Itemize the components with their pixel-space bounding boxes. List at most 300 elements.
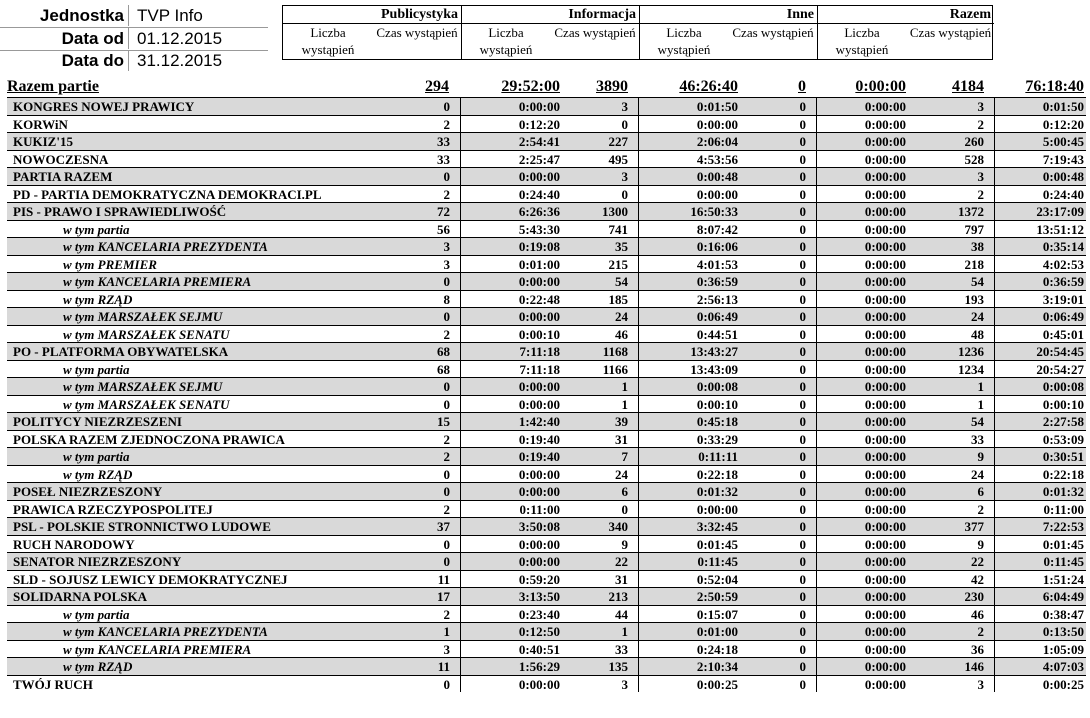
cell-publicystyka-time: 0:00:00 (518, 99, 560, 114)
cell-informacja-time: 4:01:53 (696, 256, 738, 272)
cell-informacja-time: 0:52:04 (696, 571, 738, 587)
row-name: w tym MARSZAŁEK SENATU (63, 326, 230, 342)
divider (638, 518, 639, 535)
divider (638, 431, 639, 448)
divider (460, 273, 461, 290)
cell-publicystyka-time: 0:19:08 (518, 239, 560, 254)
divider (994, 623, 995, 640)
divider (816, 466, 817, 483)
divider (816, 536, 817, 553)
sub-header-count: Liczba wystąpień (479, 25, 533, 57)
divider (816, 151, 817, 168)
divider (638, 238, 639, 255)
sub-row (7, 307, 1086, 325)
totals-inne-time: 0:00:00 (855, 78, 906, 95)
cell-inne-count: 0 (799, 169, 806, 184)
cell-publicystyka-count: 2 (443, 449, 450, 464)
cell-razem-count: 33 (971, 431, 984, 447)
cell-informacja-time: 13:43:09 (690, 361, 738, 377)
group-inne: Inne (639, 6, 817, 24)
cell-publicystyka-time: 0:00:00 (518, 169, 560, 184)
cell-informacja-time: 16:50:33 (690, 204, 738, 219)
divider (994, 343, 995, 360)
sub-row (7, 272, 1086, 290)
divider (994, 291, 995, 308)
row-name: SENATOR NIEZRZESZONY (13, 554, 182, 569)
cell-inne-time: 0:00:00 (864, 414, 906, 429)
divider (638, 98, 639, 115)
cell-informacja-count: 46 (615, 326, 628, 342)
cell-publicystyka-time: 0:19:40 (518, 449, 560, 464)
cell-informacja-time: 0:01:50 (696, 99, 738, 114)
group-publicystyka: Publicystyka (283, 6, 461, 24)
divider (460, 448, 461, 465)
divider (816, 308, 817, 325)
divider (461, 6, 462, 59)
cell-informacja-count: 135 (608, 659, 628, 674)
divider (994, 116, 995, 133)
cell-publicystyka-count: 0 (443, 466, 450, 482)
cell-razem-time: 0:24:40 (1042, 186, 1084, 202)
cell-informacja-time: 0:24:18 (696, 641, 738, 657)
cell-publicystyka-count: 17 (437, 589, 450, 604)
cell-inne-time: 0:00:00 (864, 169, 906, 184)
cell-informacja-time: 0:11:11 (698, 449, 738, 464)
cell-publicystyka-time: 7:11:18 (519, 361, 560, 377)
cell-informacja-time: 0:00:25 (696, 676, 738, 692)
divider (994, 413, 995, 430)
cell-razem-count: 3 (977, 169, 984, 184)
cell-inne-count: 0 (799, 624, 806, 639)
cell-razem-time: 5:00:45 (1042, 134, 1084, 149)
cell-inne-count: 0 (799, 484, 806, 499)
info-date-from-label: Data od (61, 29, 124, 48)
sub-header-count: Liczba wystąpień (657, 25, 711, 57)
cell-informacja-count: 22 (615, 554, 628, 569)
cell-razem-time: 1:05:09 (1042, 641, 1084, 657)
row-name: NOWOCZESNA (13, 151, 109, 167)
party-row (7, 430, 1086, 448)
cell-informacja-count: 0 (621, 501, 628, 517)
divider (638, 641, 639, 658)
divider (460, 413, 461, 430)
cell-razem-time: 20:54:27 (1036, 361, 1084, 377)
divider (994, 203, 995, 220)
divider (638, 361, 639, 378)
cell-razem-time: 4:07:03 (1042, 659, 1084, 674)
cell-razem-count: 9 (977, 449, 984, 464)
sub-header-time: Czas wystąpień (732, 25, 814, 40)
cell-razem-count: 36 (971, 641, 984, 657)
totals-publicystyka-time: 29:52:00 (501, 78, 560, 95)
divider (994, 466, 995, 483)
cell-razem-count: 193 (964, 291, 984, 307)
divider (460, 186, 461, 203)
divider (460, 623, 461, 640)
cell-publicystyka-time: 0:59:20 (518, 571, 560, 587)
cell-publicystyka-time: 0:00:00 (518, 676, 560, 692)
cell-razem-time: 23:17:09 (1036, 204, 1084, 219)
divider (816, 658, 817, 675)
cell-publicystyka-time: 0:40:51 (518, 641, 560, 657)
info-date-to-label: Data do (61, 51, 124, 70)
divider (994, 396, 995, 413)
cell-informacja-count: 185 (608, 291, 628, 307)
cell-razem-count: 797 (964, 221, 984, 237)
sub-row (7, 465, 1086, 483)
divider (816, 133, 817, 150)
divider (816, 623, 817, 640)
cell-razem-count: 38 (971, 239, 984, 254)
cell-publicystyka-count: 11 (437, 659, 450, 674)
cell-publicystyka-count: 8 (443, 291, 450, 307)
divider (816, 186, 817, 203)
divider (638, 483, 639, 500)
divider (460, 343, 461, 360)
cell-informacja-count: 6 (621, 484, 628, 499)
cell-informacja-time: 0:00:48 (696, 169, 738, 184)
cell-publicystyka-count: 1 (443, 624, 450, 639)
cell-razem-count: 1372 (958, 204, 984, 219)
totals-publicystyka-count: 294 (425, 78, 449, 95)
divider (994, 98, 995, 115)
cell-inne-count: 0 (799, 186, 806, 202)
divider (816, 448, 817, 465)
info-date-from (0, 28, 268, 49)
divider (994, 186, 995, 203)
cell-inne-time: 0:00:00 (864, 221, 906, 237)
divider (460, 396, 461, 413)
cell-inne-time: 0:00:00 (864, 519, 906, 534)
party-row (7, 552, 1086, 570)
cell-inne-count: 0 (799, 326, 806, 342)
cell-razem-time: 20:54:45 (1036, 344, 1084, 359)
divider (638, 448, 639, 465)
row-name: PSL - POLSKIE STRONNICTWO LUDOWE (13, 519, 271, 534)
divider (460, 571, 461, 588)
cell-razem-time: 0:00:10 (1042, 396, 1084, 412)
divider (460, 536, 461, 553)
divider (460, 308, 461, 325)
row-name: SOLIDARNA POLSKA (13, 589, 147, 604)
divider (816, 291, 817, 308)
divider (816, 571, 817, 588)
cell-publicystyka-count: 0 (443, 676, 450, 692)
divider (994, 133, 995, 150)
divider (638, 151, 639, 168)
cell-publicystyka-time: 0:12:50 (518, 624, 560, 639)
divider (994, 326, 995, 343)
cell-publicystyka-time: 7:11:18 (519, 344, 560, 359)
sub-row (7, 395, 1086, 413)
divider (638, 326, 639, 343)
cell-publicystyka-count: 0 (443, 396, 450, 412)
cell-inne-count: 0 (799, 239, 806, 254)
cell-inne-count: 0 (799, 396, 806, 412)
divider (460, 501, 461, 518)
cell-informacja-time: 0:00:08 (696, 379, 738, 394)
row-name: w tym partia (63, 449, 130, 464)
info-date-to-value: 31.12.2015 (128, 50, 264, 71)
cell-publicystyka-time: 0:11:00 (519, 501, 560, 517)
divider (638, 536, 639, 553)
divider (460, 658, 461, 675)
cell-inne-count: 0 (799, 589, 806, 604)
sub-header-time: Czas wystąpień (909, 25, 992, 40)
cell-informacja-count: 33 (615, 641, 628, 657)
divider (638, 343, 639, 360)
row-name: PD - PARTIA DEMOKRATYCZNA DEMOKRACI.PL (13, 186, 322, 202)
cell-razem-time: 0:11:00 (1043, 501, 1084, 517)
party-row (7, 570, 1086, 588)
cell-informacja-count: 54 (615, 274, 628, 289)
divider (816, 256, 817, 273)
cell-publicystyka-count: 3 (443, 641, 450, 657)
cell-inne-time: 0:00:00 (864, 589, 906, 604)
divider (638, 466, 639, 483)
cell-inne-time: 0:00:00 (864, 554, 906, 569)
cell-informacja-time: 0:16:06 (696, 239, 738, 254)
divider (994, 448, 995, 465)
row-name: POLITYCY NIEZRZESZENI (13, 414, 182, 429)
cell-inne-time: 0:00:00 (864, 484, 906, 499)
divider (816, 483, 817, 500)
row-name: w tym KANCELARIA PREMIERA (63, 274, 252, 289)
row-name: PIS - PRAWO I SPRAWIEDLIWOŚĆ (13, 204, 227, 219)
cell-informacja-count: 31 (615, 571, 628, 587)
divider (816, 588, 817, 605)
totals-razem-count: 4184 (952, 78, 984, 95)
cell-publicystyka-count: 0 (443, 99, 450, 114)
cell-razem-count: 54 (971, 414, 984, 429)
sub-row (7, 360, 1086, 378)
cell-razem-count: 46 (971, 606, 984, 622)
cell-informacja-count: 1 (621, 624, 628, 639)
divider (994, 238, 995, 255)
divider (994, 571, 995, 588)
info-date-to (0, 50, 268, 71)
cell-razem-count: 3 (977, 99, 984, 114)
cell-informacja-count: 31 (615, 431, 628, 447)
cell-inne-time: 0:00:00 (864, 536, 906, 552)
cell-informacja-count: 3 (621, 99, 628, 114)
divider (816, 413, 817, 430)
cell-inne-time: 0:00:00 (864, 379, 906, 394)
cell-informacja-count: 35 (615, 239, 628, 254)
cell-publicystyka-time: 0:00:00 (518, 379, 560, 394)
cell-informacja-time: 0:44:51 (696, 326, 738, 342)
sub-row (7, 640, 1086, 658)
divider (994, 588, 995, 605)
cell-inne-time: 0:00:00 (864, 151, 906, 167)
cell-inne-time: 0:00:00 (864, 641, 906, 657)
divider (638, 588, 639, 605)
cell-razem-count: 377 (964, 519, 984, 534)
cell-informacja-count: 0 (621, 116, 628, 132)
row-name: w tym partia (63, 221, 130, 237)
group-informacja: Informacja (461, 6, 639, 24)
cell-inne-count: 0 (799, 291, 806, 307)
sub-header-count: Liczba wystąpień (301, 25, 355, 57)
sub-row (7, 220, 1086, 238)
sub-row (7, 605, 1086, 623)
cell-publicystyka-time: 1:42:40 (518, 414, 560, 429)
cell-inne-count: 0 (799, 554, 806, 569)
cell-inne-time: 0:00:00 (864, 606, 906, 622)
cell-inne-count: 0 (799, 659, 806, 674)
divider (816, 343, 817, 360)
row-name: w tym KANCELARIA PREZYDENTA (63, 624, 268, 639)
cell-inne-count: 0 (799, 221, 806, 237)
cell-informacja-count: 24 (615, 309, 628, 324)
divider (994, 361, 995, 378)
cell-inne-count: 0 (799, 309, 806, 324)
cell-razem-time: 0:00:48 (1042, 169, 1084, 184)
party-row (7, 202, 1086, 220)
divider (994, 518, 995, 535)
totals-row (0, 77, 1090, 97)
cell-razem-time: 6:04:49 (1042, 589, 1084, 604)
sub-header-time: Czas wystąpień (554, 25, 636, 40)
cell-inne-time: 0:00:00 (864, 466, 906, 482)
divider (816, 396, 817, 413)
cell-publicystyka-count: 33 (437, 151, 450, 167)
divider (638, 396, 639, 413)
divider (994, 501, 995, 518)
cell-razem-count: 24 (971, 309, 984, 324)
divider (460, 588, 461, 605)
party-row (7, 342, 1086, 360)
cell-informacja-count: 9 (621, 536, 628, 552)
divider (638, 606, 639, 623)
divider (460, 483, 461, 500)
cell-informacja-count: 340 (608, 519, 628, 534)
divider (994, 658, 995, 675)
sub-row (7, 622, 1086, 640)
row-name: w tym MARSZAŁEK SEJMU (63, 379, 223, 394)
cell-publicystyka-count: 33 (437, 134, 450, 149)
cell-publicystyka-time: 0:00:00 (518, 554, 560, 569)
divider (460, 676, 461, 693)
cell-razem-count: 24 (971, 466, 984, 482)
divider (816, 641, 817, 658)
row-name: POSEŁ NIEZRZESZONY (13, 484, 163, 499)
cell-razem-time: 7:22:53 (1042, 519, 1084, 534)
divider (638, 378, 639, 395)
cell-inne-time: 0:00:00 (864, 326, 906, 342)
divider (638, 623, 639, 640)
cell-publicystyka-time: 5:43:30 (518, 221, 560, 237)
party-row (7, 185, 1086, 203)
divider (816, 361, 817, 378)
cell-razem-time: 0:06:49 (1042, 309, 1084, 324)
cell-razem-count: 48 (971, 326, 984, 342)
cell-informacja-count: 3 (621, 676, 628, 692)
cell-publicystyka-count: 2 (443, 606, 450, 622)
divider (994, 676, 995, 693)
cell-publicystyka-time: 6:26:36 (518, 204, 560, 219)
cell-razem-count: 2 (977, 624, 984, 639)
sub-row (7, 237, 1086, 255)
divider (816, 273, 817, 290)
cell-inne-count: 0 (799, 204, 806, 219)
cell-informacja-time: 4:53:56 (696, 151, 738, 167)
cell-inne-count: 0 (799, 466, 806, 482)
cell-informacja-time: 0:00:00 (696, 186, 738, 202)
cell-publicystyka-count: 56 (437, 221, 450, 237)
info-date-from-value: 01.12.2015 (128, 28, 264, 49)
divider (638, 273, 639, 290)
divider (460, 203, 461, 220)
cell-publicystyka-time: 2:25:47 (518, 151, 560, 167)
cell-publicystyka-time: 0:00:00 (518, 484, 560, 499)
cell-razem-count: 260 (964, 134, 984, 149)
column-header (282, 5, 993, 60)
cell-inne-time: 0:00:00 (864, 344, 906, 359)
divider (460, 116, 461, 133)
cell-razem-time: 0:45:01 (1042, 326, 1084, 342)
cell-razem-count: 1236 (958, 344, 984, 359)
cell-razem-count: 1234 (958, 361, 984, 377)
divider (638, 658, 639, 675)
party-row (7, 587, 1086, 605)
cell-inne-count: 0 (799, 344, 806, 359)
cell-razem-count: 2 (977, 501, 984, 517)
divider (816, 676, 817, 693)
divider (638, 676, 639, 693)
sub-row (7, 657, 1086, 675)
sub-row (7, 290, 1086, 308)
divider (816, 221, 817, 238)
divider (460, 641, 461, 658)
cell-informacja-count: 39 (615, 414, 628, 429)
cell-inne-count: 0 (799, 641, 806, 657)
cell-inne-count: 0 (799, 379, 806, 394)
divider (816, 238, 817, 255)
cell-informacja-time: 0:45:18 (696, 414, 738, 429)
cell-razem-time: 0:00:25 (1042, 676, 1084, 692)
cell-informacja-count: 227 (608, 134, 628, 149)
cell-publicystyka-time: 0:23:40 (518, 606, 560, 622)
divider (816, 501, 817, 518)
cell-publicystyka-time: 3:50:08 (518, 519, 560, 534)
divider (638, 308, 639, 325)
cell-informacja-time: 0:22:18 (696, 466, 738, 482)
totals-razem-time: 76:18:40 (1025, 78, 1084, 95)
cell-razem-count: 9 (977, 536, 984, 552)
cell-informacja-time: 0:00:00 (696, 501, 738, 517)
party-row (7, 132, 1086, 150)
cell-razem-time: 0:22:18 (1042, 466, 1084, 482)
divider (638, 553, 639, 570)
cell-informacja-count: 495 (608, 151, 628, 167)
cell-inne-time: 0:00:00 (864, 431, 906, 447)
party-row (7, 115, 1086, 133)
row-name: PO - PLATFORMA OBYWATELSKA (13, 344, 229, 359)
divider (460, 291, 461, 308)
cell-informacja-count: 741 (608, 221, 628, 237)
info-unit (0, 5, 268, 26)
divider (460, 518, 461, 535)
row-name: w tym RZĄD (63, 659, 133, 674)
divider (994, 483, 995, 500)
cell-publicystyka-time: 2:54:41 (518, 134, 560, 149)
divider (816, 606, 817, 623)
cell-razem-time: 0:36:59 (1042, 274, 1084, 289)
divider (816, 378, 817, 395)
cell-razem-time: 0:38:47 (1042, 606, 1084, 622)
cell-informacja-time: 0:11:45 (697, 554, 738, 569)
